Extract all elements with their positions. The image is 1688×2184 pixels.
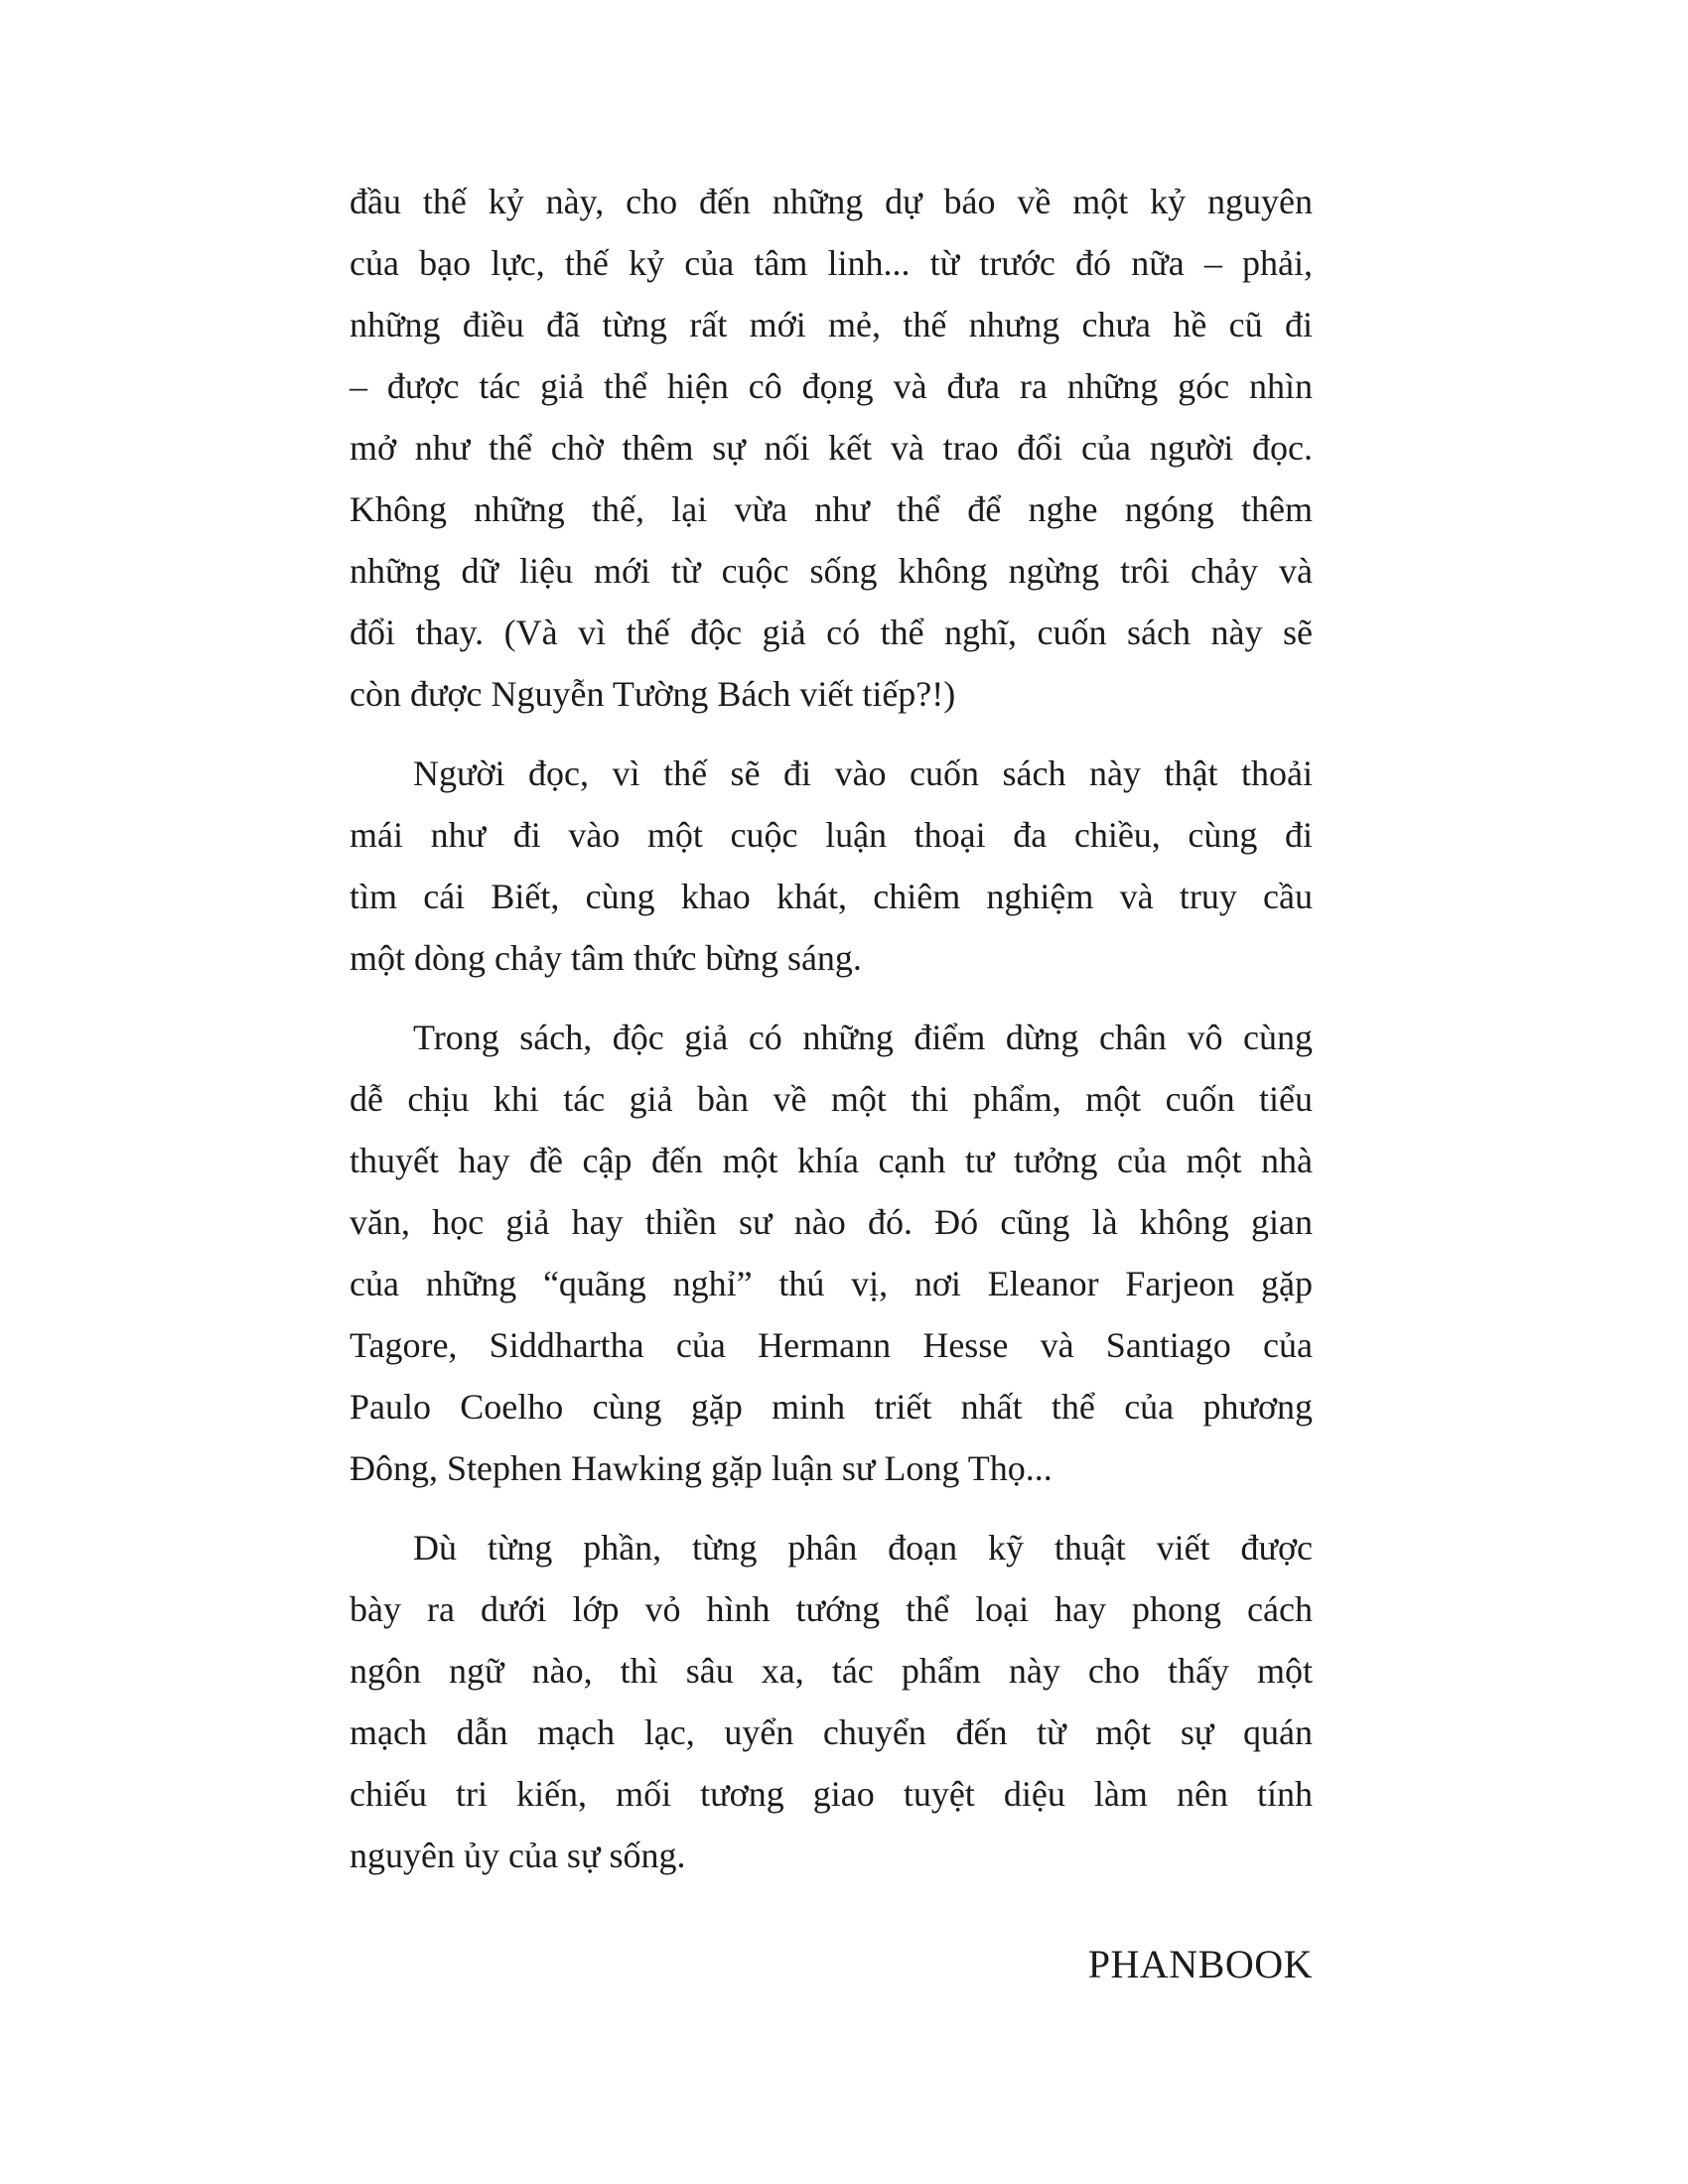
text-line: ngôn ngữ nào, thì sâu xa, tác phẩm này cho thấy một bbox=[350, 1651, 1313, 1691]
text-line: bày ra dưới lớp vỏ hình tướng thể loại hay phong cách bbox=[350, 1589, 1313, 1629]
paragraph-2 bbox=[350, 743, 1313, 989]
text-line: của bạo lực, thế kỷ của tâm linh... từ trước đó nữa – phải, bbox=[350, 243, 1313, 283]
text-line: – được tác giả thể hiện cô đọng và đưa ra những góc nhìn bbox=[350, 366, 1313, 406]
text-line: Dù từng phần, từng phân đoạn kỹ thuật viết được bbox=[413, 1528, 1313, 1568]
text-line: dễ chịu khi tác giả bàn về một thi phẩm, một cuốn tiểu bbox=[350, 1079, 1313, 1119]
text-line: Không những thế, lại vừa như thể để nghe ngóng thêm bbox=[350, 489, 1313, 529]
publisher-signature: PHANBOOK bbox=[1087, 1942, 1313, 1986]
text-line: của những “quãng nghỉ” thú vị, nơi Eleanor Farjeon gặp bbox=[350, 1264, 1313, 1303]
text-line: Đông, Stephen Hawking gặp luận sư Long Thọ... bbox=[350, 1448, 1053, 1488]
paragraph-1 bbox=[350, 171, 1313, 725]
paragraph-4 bbox=[350, 1517, 1313, 1886]
paragraph-3 bbox=[350, 1007, 1313, 1499]
text-line: những điều đã từng rất mới mẻ, thế nhưng chưa hề cũ đi bbox=[350, 305, 1313, 344]
text-line: văn, học giả hay thiền sư nào đó. Đó cũng là không gian bbox=[350, 1202, 1313, 1242]
text-line: tìm cái Biết, cùng khao khát, chiêm nghiệm và truy cầu bbox=[350, 877, 1313, 916]
text-line: thuyết hay đề cập đến một khía cạnh tư tưởng của một nhà bbox=[350, 1141, 1313, 1180]
text-line: mạch dẫn mạch lạc, uyển chuyển đến từ một sự quán bbox=[350, 1712, 1313, 1752]
text-line: những dữ liệu mới từ cuộc sống không ngừng trôi chảy và bbox=[350, 551, 1313, 591]
text-line: Người đọc, vì thế sẽ đi vào cuốn sách này thật thoải bbox=[413, 753, 1313, 793]
text-line: mở như thể chờ thêm sự nối kết và trao đổi của người đọc. bbox=[350, 428, 1313, 468]
text-line: nguyên ủy của sự sống. bbox=[350, 1836, 686, 1875]
text-line: mái như đi vào một cuộc luận thoại đa chiều, cùng đi bbox=[350, 815, 1313, 855]
book-page-text-block bbox=[350, 171, 1313, 1988]
text-line: đầu thế kỷ này, cho đến những dự báo về một kỷ nguyên bbox=[350, 182, 1313, 221]
text-line: Trong sách, độc giả có những điểm dừng chân vô cùng bbox=[413, 1018, 1313, 1057]
text-line: Paulo Coelho cùng gặp minh triết nhất thể của phương bbox=[350, 1387, 1313, 1427]
text-line: Tagore, Siddhartha của Hermann Hesse và Santiago của bbox=[350, 1325, 1313, 1365]
text-line: một dòng chảy tâm thức bừng sáng. bbox=[350, 938, 862, 978]
text-line: đổi thay. (Và vì thế độc giả có thể nghĩ, cuốn sách này sẽ bbox=[350, 613, 1313, 652]
text-line: còn được Nguyễn Tường Bách viết tiếp?!) bbox=[350, 674, 956, 714]
text-line: chiếu tri kiến, mối tương giao tuyệt diệu làm nên tính bbox=[350, 1774, 1313, 1814]
